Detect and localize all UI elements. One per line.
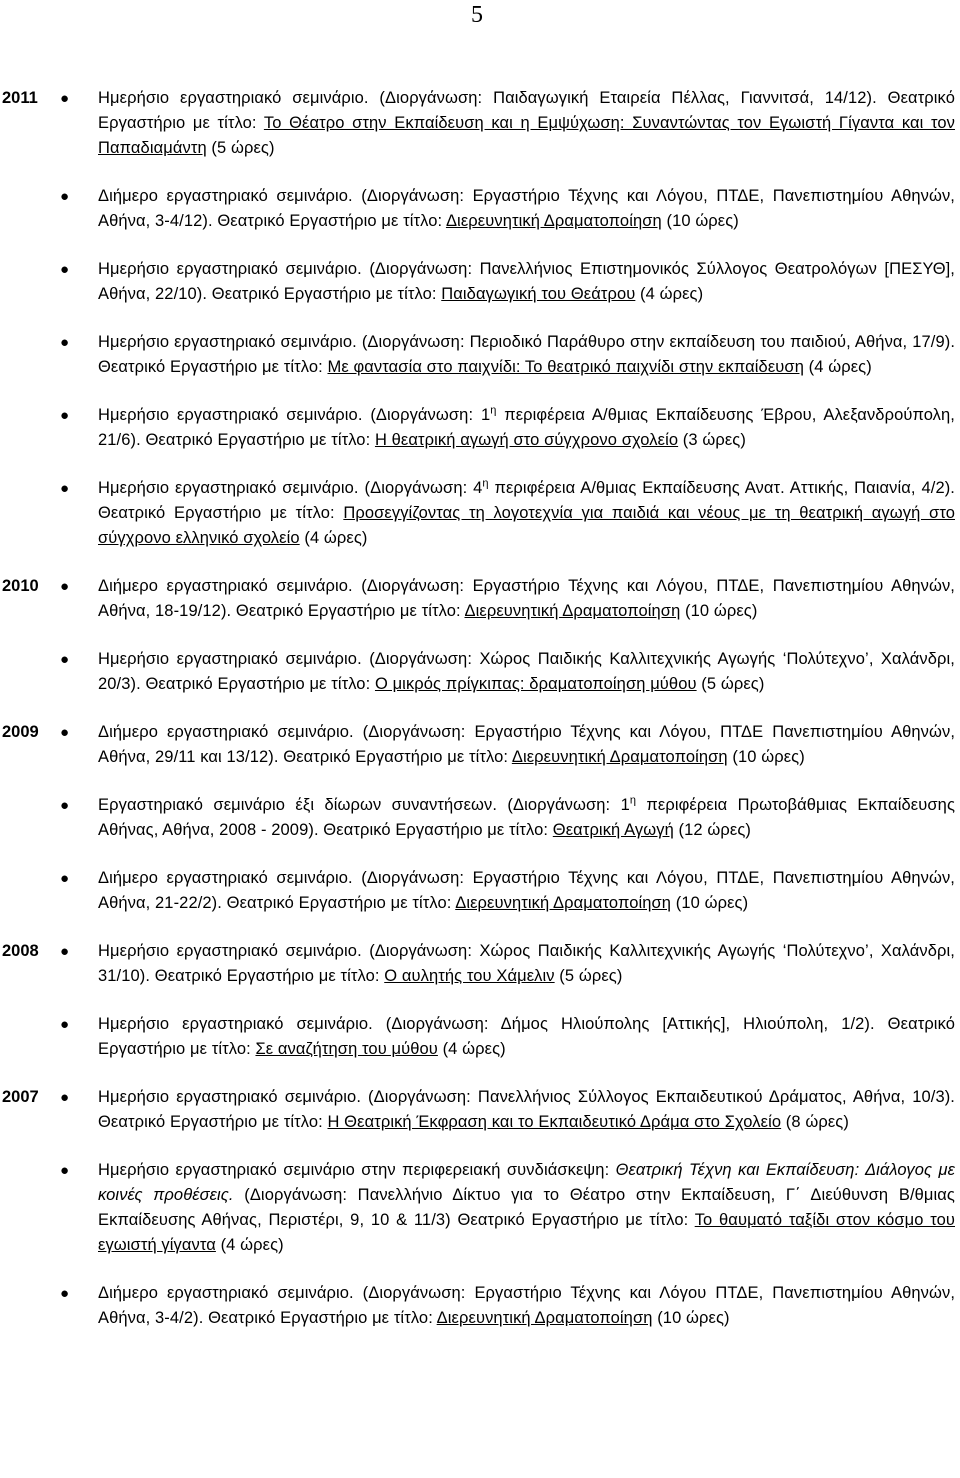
entry-text: Διήμερο εργαστηριακό σεμινάριο. (Διοργάνωση: Εργαστήριο Τέχνης και Λόγου, ΠΤΔΕ, Πανεπιστημίου Αθηνών, Αθήνα, 18-19/12). Θεατρικό Εργαστήριο με τίτλο: Διερευνητική Δραματοποίηση (10 ώρες) bbox=[98, 577, 955, 620]
entry-text: Ημερήσιο εργαστηριακό σεμινάριο. (Διοργάνωση: Δήμος Ηλιούπολης [Αττικής], Ηλιούπολη, 1/2). Θεατρικό Εργαστήριο με τίτλο: Σε αναζήτηση του μύθου (4 ώρες) bbox=[98, 1015, 955, 1058]
entry-text: Ημερήσιο εργαστηριακό σεμινάριο. (Διοργάνωση: $1^\eta$ περιφέρεια Α/θμιας Εκπαίδευσης Έβρου, Αλεξανδρούπολη, 21/6). Θεατρικό Εργαστήριο με τίτλο: Η θεατρική αγωγή στο σύγχρονο σχολείο (3 ώρες) bbox=[98, 404, 955, 449]
bullet-icon: ● bbox=[60, 578, 70, 595]
bullet-icon: ● bbox=[60, 188, 70, 205]
entry-text: Ημερήσιο εργαστηριακό σεμινάριο. (Διοργάνωση: Χώρος Παιδικής Καλλιτεχνικής Αγωγής ‘Πολύτεχνο’, Χαλάνδρι, 31/10). Θεατρικό Εργαστήριο με τίτλο: Ο αυλητής του Χάμελιν (5 ώρες) bbox=[98, 942, 955, 985]
workshop-title: Διερευνητική Δραματοποίηση bbox=[445, 212, 662, 230]
entry-text: Ημερήσιο εργαστηριακό σεμινάριο. (Διοργάνωση: Περιοδικό Παράθυρο στην εκπαίδευση του παιδιού, Αθήνα, 17/9). Θεατρικό Εργαστήριο με τίτλο: Με φαντασία στο παιχνίδι: Το θεατρικό παιχνίδι στην εκπαίδευση (4 ώρες) bbox=[98, 333, 955, 376]
list-item bbox=[0, 1085, 960, 1135]
workshop-title: Διερευνητική Δραματοποίηση bbox=[455, 894, 672, 912]
list-item bbox=[0, 257, 960, 307]
bullet-icon: ● bbox=[60, 1089, 70, 1106]
conference-title: Θεατρική Τέχνη και Εκπαίδευση: Διάλογος με κοινές προθέσεις. bbox=[98, 1161, 955, 1204]
workshop-title: Θεατρική Αγωγή bbox=[552, 821, 674, 839]
bullet-icon: ● bbox=[60, 90, 70, 107]
workshop-title: Με φαντασία στο παιχνίδι: Το θεατρικό παιχνίδι στην εκπαίδευση bbox=[327, 358, 804, 376]
entry-text: Ημερήσιο εργαστηριακό σεμινάριο. (Διοργάνωση: Πανελλήνιος Σύλλογος Εκπαιδευτικού Δράματος, Αθήνα, 10/3). Θεατρικό Εργαστήριο με τίτλο: Η Θεατρική Έκφραση και το Εκπαιδευτικό Δράμα στο Σχολείο (8 ώρες) bbox=[98, 1088, 955, 1131]
list-item bbox=[0, 1281, 960, 1331]
year-label: 2008 bbox=[2, 942, 39, 960]
workshop-title: Ο μικρός πρίγκιπας: δραματοποίηση μύθου bbox=[374, 675, 697, 693]
bullet-icon: ● bbox=[60, 651, 70, 668]
list-item bbox=[0, 476, 960, 551]
entry-text: Διήμερο εργαστηριακό σεμινάριο. (Διοργάνωση: Εργαστήριο Τέχνης και Λόγου ΠΤΔΕ, Πανεπιστημίου Αθηνών, Αθήνα, 3-4/2). Θεατρικό Εργαστήριο με τίτλο: Διερευνητική Δραματοποίηση (10 ώρες) bbox=[98, 1284, 955, 1327]
workshop-title: Προσεγγίζοντας τη λογοτεχνία για παιδιά και νέους με τη θεατρική αγωγή στο σύγχρονο ελληνικό σχολείο bbox=[98, 504, 955, 547]
year-label: 2010 bbox=[2, 577, 39, 595]
workshop-title: Ο αυλητής του Χάμελιν bbox=[384, 967, 555, 985]
bullet-icon: ● bbox=[60, 1285, 70, 1302]
year-label: 2011 bbox=[2, 89, 38, 107]
workshop-list bbox=[0, 86, 960, 1354]
page-number: 5 bbox=[471, 2, 483, 28]
bullet-icon: ● bbox=[60, 1162, 70, 1179]
bullet-icon: ● bbox=[60, 797, 70, 814]
workshop-title: Παιδαγωγική του Θεάτρου bbox=[441, 285, 636, 303]
workshop-title: Η Θεατρική Έκφραση και το Εκπαιδευτικό Δράμα στο Σχολείο bbox=[327, 1113, 782, 1131]
bullet-icon: ● bbox=[60, 943, 70, 960]
entry-text: Διήμερο εργαστηριακό σεμινάριο. (Διοργάνωση: Εργαστήριο Τέχνης και Λόγου, ΠΤΔΕ Πανεπιστημίου Αθηνών, Αθήνα, 29/11 και 13/12). Θεατρικό Εργαστήριο με τίτλο: Διερευνητική Δραματοποίηση (10 ώρες) bbox=[98, 723, 955, 766]
entry-text: Διήμερο εργαστηριακό σεμινάριο. (Διοργάνωση: Εργαστήριο Τέχνης και Λόγου, ΠΤΔΕ, Πανεπιστημίου Αθηνών, Αθήνα, 21-22/2). Θεατρικό Εργαστήριο με τίτλο: Διερευνητική Δραματοποίηση (10 ώρες) bbox=[98, 869, 955, 912]
bullet-icon: ● bbox=[60, 724, 70, 741]
bullet-icon: ● bbox=[60, 407, 70, 424]
workshop-title: Διερευνητική Δραματοποίηση bbox=[464, 602, 681, 620]
bullet-icon: ● bbox=[60, 480, 70, 497]
bullet-icon: ● bbox=[60, 870, 70, 887]
list-item bbox=[0, 939, 960, 989]
year-label: 2009 bbox=[2, 723, 39, 741]
list-item bbox=[0, 403, 960, 453]
list-item bbox=[0, 1158, 960, 1258]
bullet-icon: ● bbox=[60, 1016, 70, 1033]
entry-text: Διήμερο εργαστηριακό σεμινάριο. (Διοργάνωση: Εργαστήριο Τέχνης και Λόγου, ΠΤΔΕ, Πανεπιστημίου Αθηνών, Αθήνα, 3-4/12). Θεατρικό Εργαστήριο με τίτλο: Διερευνητική Δραματοποίηση (10 ώρες) bbox=[98, 187, 955, 230]
list-item bbox=[0, 184, 960, 234]
workshop-title: Σε αναζήτηση του μύθου bbox=[255, 1040, 438, 1058]
workshop-title: Διερευνητική Δραματοποίηση bbox=[511, 748, 728, 766]
list-item bbox=[0, 866, 960, 916]
list-item bbox=[0, 720, 960, 770]
workshop-title: Η θεατρική αγωγή στο σύγχρονο σχολείο bbox=[374, 431, 679, 449]
entry-text: Ημερήσιο εργαστηριακό σεμινάριο. (Διοργάνωση: Χώρος Παιδικής Καλλιτεχνικής Αγωγής ‘Πολύτεχνο’, Χαλάνδρι, 20/3). Θεατρικό Εργαστήριο με τίτλο: Ο μικρός πρίγκιπας: δραματοποίηση μύθου (5 ώρες) bbox=[98, 650, 955, 693]
workshop-title: Το Θέατρο στην Εκπαίδευση και η Εμψύχωση: Συναντώντας τον Εγωιστή Γίγαντα και τον Παπαδιαμάντη bbox=[98, 114, 955, 157]
entry-text: Ημερήσιο εργαστηριακό σεμινάριο. (Διοργάνωση: Πανελλήνιος Επιστημονικός Σύλλογος Θεατρολόγων [ΠΕΣΥΘ], Αθήνα, 22/10). Θεατρικό Εργαστήριο με τίτλο: Παιδαγωγική του Θεάτρου (4 ώρες) bbox=[98, 260, 955, 303]
list-item bbox=[0, 647, 960, 697]
list-item bbox=[0, 330, 960, 380]
entry-text: Ημερήσιο εργαστηριακό σεμινάριο στην περιφερειακή συνδιάσκεψη: Θεατρική Τέχνη και Εκπαίδευση: Διάλογος με κοινές προθέσεις. (Διοργάνωση: Πανελλήνιο Δίκτυο για το Θέατρο στην Εκπαίδευση, Γ΄ Διεύθυνση Β/θμιας Εκπαίδευσης Αθήνας, Περιστέρι, 9, 10 & 11/3) Θεατρικό Εργαστήριο με τίτλο: Το θαυματό ταξίδι στον κόσμο του εγωιστή γίγαντα (4 ώρες) bbox=[98, 1161, 955, 1254]
list-item bbox=[0, 793, 960, 843]
list-item bbox=[0, 574, 960, 624]
bullet-icon: ● bbox=[60, 334, 70, 351]
workshop-title: Διερευνητική Δραματοποίηση bbox=[436, 1309, 653, 1327]
year-label: 2007 bbox=[2, 1088, 39, 1106]
entry-text: Ημερήσιο εργαστηριακό σεμινάριο. (Διοργάνωση: $4^\eta$ περιφέρεια Α/θμιας Εκπαίδευσης Ανατ. Αττικής, Παιανία, 4/2). Θεατρικό Εργαστήριο με τίτλο: Προσεγγίζοντας τη λογοτεχνία για παιδιά και νέους με τη θεατρική αγωγή στο σύγχρονο ελληνικό σχολείο (4 ώρες) bbox=[98, 477, 955, 547]
workshop-title: Το θαυματό ταξίδι στον κόσμο του εγωιστή γίγαντα bbox=[98, 1211, 955, 1254]
list-item bbox=[0, 86, 960, 161]
entry-text: Ημερήσιο εργαστηριακό σεμινάριο. (Διοργάνωση: Παιδαγωγική Εταιρεία Πέλλας, Γιαννιτσά, 14/12). Θεατρικό Εργαστήριο με τίτλο: Το Θέατρο στην Εκπαίδευση και η Εμψύχωση: Συναντώντας τον Εγωιστή Γίγαντα και τον Παπαδιαμάντη (5 ώρες) bbox=[98, 89, 955, 157]
entry-text: Εργαστηριακό σεμινάριο έξι δίωρων συναντήσεων. (Διοργάνωση: $1^\eta$ περιφέρεια Πρωτοβάθμιας Εκπαίδευσης Αθήνας, Αθήνα, 2008 - 2009). Θεατρικό Εργαστήριο με τίτλο: Θεατρική Αγωγή (12 ώρες) bbox=[98, 794, 955, 839]
bullet-icon: ● bbox=[60, 261, 70, 278]
list-item bbox=[0, 1012, 960, 1062]
